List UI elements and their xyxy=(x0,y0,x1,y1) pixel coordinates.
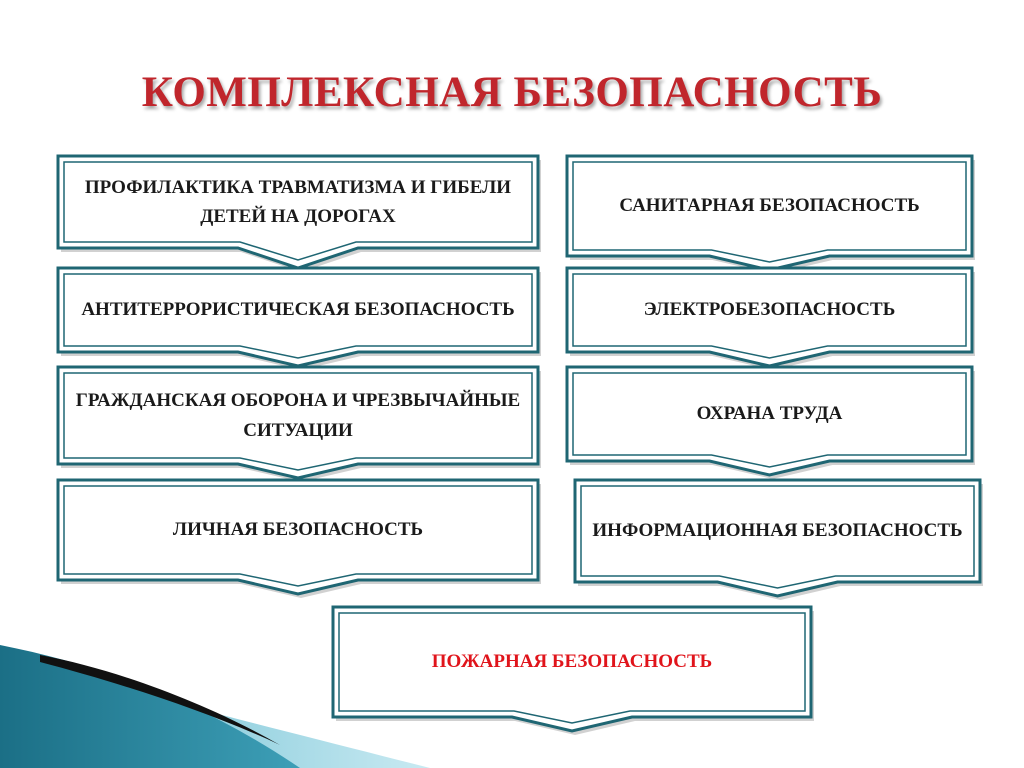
box-injury-prevention xyxy=(58,156,538,268)
box-civil-defense xyxy=(58,367,538,478)
box-label: ЭЛЕКТРОБЕЗОПАСНОСТЬ xyxy=(643,299,896,321)
box-label: ПРОФИЛАКТИКА ТРАВМАТИЗМА И ГИБЕЛИ ДЕТЕЙ НА ДОРОГАХ xyxy=(84,176,512,227)
box-sanitary-safety xyxy=(567,156,972,270)
box-label: ЛИЧНАЯ БЕЗОПАСНОСТЬ xyxy=(172,519,424,541)
box-antiterrorist-safety xyxy=(58,268,538,366)
box-personal-safety xyxy=(58,480,538,594)
box-label: ПОЖАРНАЯ БЕЗОПАСНОСТЬ xyxy=(431,651,713,673)
box-label: ГРАЖДАНСКАЯ ОБОРОНА И ЧРЕЗВЫЧАЙНЫЕ СИТУАЦИИ xyxy=(75,390,521,441)
box-information-security xyxy=(575,480,980,596)
page-title: КОМПЛЕКСНАЯ БЕЗОПАСНОСТЬ xyxy=(141,69,883,116)
wave-dark xyxy=(0,645,300,768)
box-electrical-safety xyxy=(567,268,972,366)
box-labor-protection xyxy=(567,367,972,475)
box-label: АНТИТЕРРОРИСТИЧЕСКАЯ БЕЗОПАСНОСТЬ xyxy=(81,299,515,321)
box-label: ИНФОРМАЦИОННАЯ БЕЗОПАСНОСТЬ xyxy=(592,520,963,542)
box-label: ОХРАНА ТРУДА xyxy=(696,403,843,425)
box-label: САНИТАРНАЯ БЕЗОПАСНОСТЬ xyxy=(619,195,920,217)
box-fire-safety xyxy=(333,607,811,731)
